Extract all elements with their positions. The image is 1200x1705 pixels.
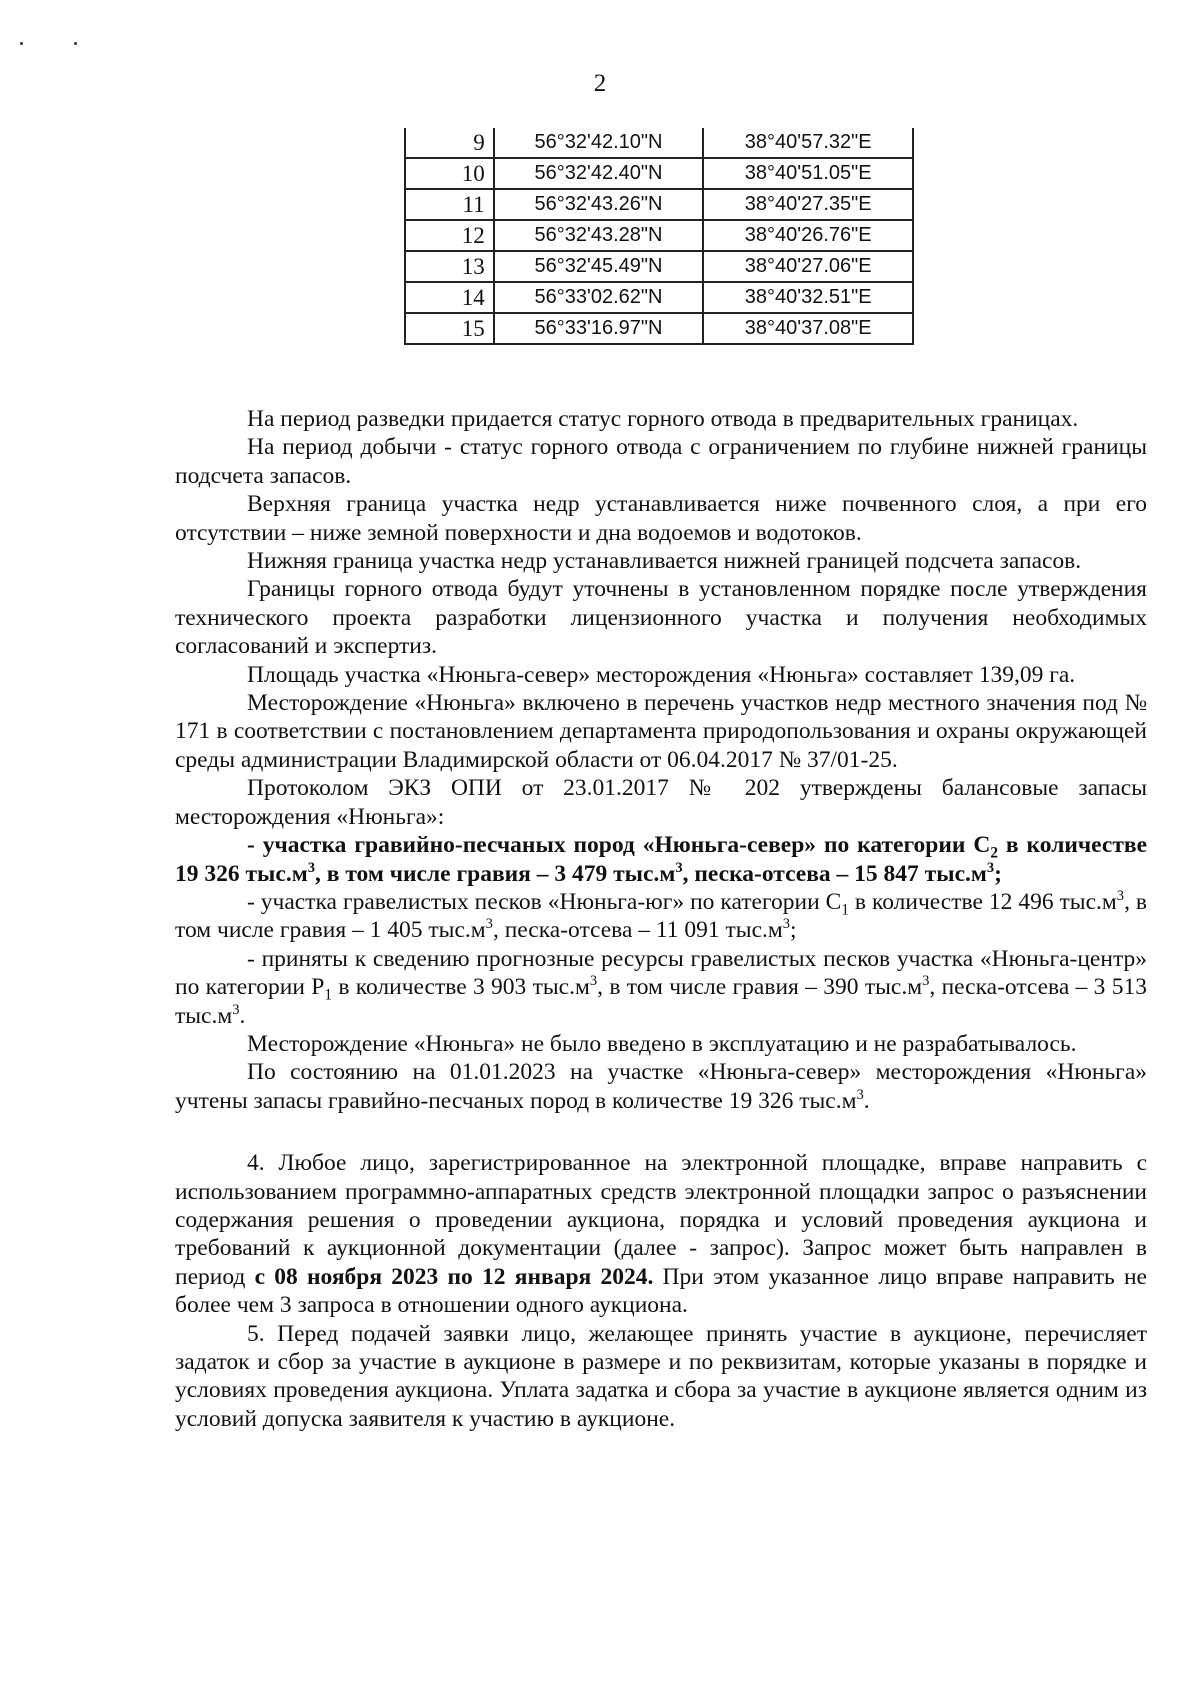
longitude-cell: 38°40'51.05"E	[703, 158, 913, 189]
point-number-cell: 13	[405, 251, 494, 282]
latitude-cell: 56°32'43.26"N	[494, 189, 704, 220]
latitude-cell: 56°32'42.40"N	[494, 158, 704, 189]
longitude-cell: 38°40'57.32"E	[703, 128, 913, 158]
table-row	[405, 189, 913, 220]
table-row	[405, 251, 913, 282]
table-row	[405, 313, 913, 344]
table-row	[405, 220, 913, 251]
scan-speck	[20, 42, 23, 45]
table-row	[405, 282, 913, 313]
point-number-cell: 14	[405, 282, 494, 313]
page-number: 2	[593, 70, 607, 97]
point-number-cell: 15	[405, 313, 494, 344]
paragraph-mining-status: На период добычи - статус горного отвода с ограничением по глубине нижней границы подсчета запасов.	[175, 434, 1147, 489]
bullet-center-resources: - приняты к сведению прогнозные ресурсы гравелистых песков участка «Нюньга-центр» по категории $P_1$ в количестве 3 903 $тыс.м^3$, в том числе гравия – 390 $тыс.м^3$, песка-отсева – 3 513 $тыс.м^3$.	[175, 945, 1148, 1029]
point-number-cell: 12	[405, 220, 494, 251]
longitude-cell: 38°40'26.76"E	[703, 220, 913, 251]
paragraph-upper-boundary: Верхняя граница участка недр устанавливается ниже почвенного слоя, а при его отсутствии – ниже земной поверхности и дна водоемов и водотоков.	[175, 491, 1147, 546]
paragraph-not-exploited: Месторождение «Нюньга» не было введено в эксплуатацию и не разрабатывалось.	[247, 1030, 1077, 1057]
bullet-south-reserves: - участка гравелистых песков «Нюньга-юг» по категории $C_1$ в количестве 12 496 $тыс.м^3$, в том числе гравия – 1 405 $тыс.м^3$, песка-отсева – 11 091 $тыс.м^3$;	[175, 888, 1147, 944]
table-row	[405, 128, 913, 158]
longitude-cell: 38°40'27.35"E	[703, 189, 913, 220]
scan-speck	[74, 42, 77, 45]
paragraph-protocol: Протоколом ЭКЗ ОПИ от 23.01.2017 № 202 утверждены балансовые запасы месторождения «Нюньга»:	[175, 775, 1147, 830]
table-row	[405, 158, 913, 189]
coordinates-table	[404, 128, 914, 345]
longitude-cell: 38°40'32.51"E	[703, 282, 913, 313]
latitude-cell: 56°32'42.10"N	[494, 128, 704, 158]
point-number-cell: 10	[405, 158, 494, 189]
paragraph-local-significance: Месторождение «Нюньга» включено в перечень участков недр местного значения под № 171 в соответствии с постановлением департамента природопользования и охраны окружающей среды администрации Владимирской области от 06.04.2017 № 37/01-25.	[175, 690, 1147, 773]
latitude-cell: 56°33'16.97"N	[494, 313, 704, 344]
document-body	[175, 405, 1147, 1433]
latitude-cell: 56°32'43.28"N	[494, 220, 704, 251]
paragraph-boundary-clarification: Границы горного отвода будут уточнены в установленном порядке после утверждения технического проекта разработки лицензионного участка и получения необходимых согласований и экспертиз.	[175, 576, 1147, 660]
longitude-cell: 38°40'37.08"E	[703, 313, 913, 344]
latitude-cell: 56°33'02.62"N	[494, 282, 704, 313]
paragraph-item-4-requests: 4. Любое лицо, зарегистрированное на электронной площадке, вправе направить с использованием программно-аппаратных средств электронной площадки запрос о разъяснении содержания решения о проведении аукциона, порядка и условий проведения аукциона и требований к аукционной документации (далее - запрос). Запрос может быть направлен в период с 08 ноября 2023 по 12 января 2024. При этом указанное лицо вправе направить не более чем 3 запроса в отношении одного аукциона.	[175, 1150, 1147, 1319]
point-number-cell: 11	[405, 189, 494, 220]
paragraph-lower-boundary: Нижняя граница участка недр устанавливается нижней границей подсчета запасов.	[247, 548, 1082, 575]
latitude-cell: 56°32'45.49"N	[494, 251, 704, 282]
paragraph-item-5-deposit: 5. Перед подачей заявки лицо, желающее принять участие в аукционе, перечисляет задаток и сбор за участие в аукционе в размере и по реквизитам, которые указаны в порядке и условиях проведения аукциона. Уплата задатка и сбора за участие в аукционе является одним из условий допуска заявителя к участию в аукционе.	[175, 1320, 1147, 1432]
paragraph-exploration-status: На период разведки придается статус горного отвода в предварительных границах.	[247, 406, 1079, 432]
bullet-north-reserves: - участка гравийно-песчаных пород «Нюньга-север» по категории $C_2$ в количестве 19 326 $тыс.м^3$, в том числе гравия – 3 479 $тыс.м^3$, песка-отсева – 15 847 $тыс.м^3$;	[175, 832, 1147, 887]
point-number-cell: 9	[405, 128, 494, 158]
longitude-cell: 38°40'27.06"E	[703, 251, 913, 282]
paragraph-area: Площадь участка «Нюньга-север» месторождения «Нюньга» составляет 139,09 га.	[247, 661, 1076, 688]
paragraph-reserves-status: По состоянию на 01.01.2023 на участке «Нюньга-север» месторождения «Нюньга» учтены запасы гравийно-песчаных пород в количестве 19 326 $тыс.м^3$.	[175, 1059, 1147, 1114]
coordinates-table-body	[405, 128, 913, 344]
